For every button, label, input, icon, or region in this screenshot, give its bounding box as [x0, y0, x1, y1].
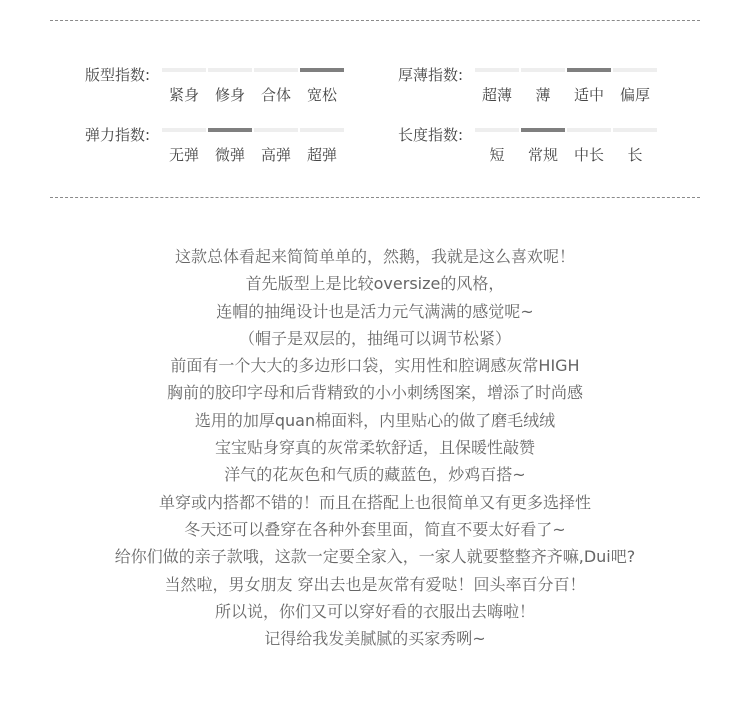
elasticity-option [254, 128, 298, 165]
description-line: （帽子是双层的，抽绳可以调节松紧） [238, 328, 511, 348]
description-line: 记得给我发美腻腻的买家秀咧~ [264, 629, 486, 649]
fit-index-scale [162, 68, 346, 105]
description-line: 给你们做的亲子款哦，这款一定要全家入，一家人就要整整齐齐嘛,Dui吧? [114, 547, 636, 567]
fit-option-label: 紧身 [168, 86, 199, 104]
scale-bar [254, 128, 298, 132]
thickness-option [475, 68, 519, 105]
elasticity-option [162, 128, 206, 165]
description-line: 所以说，你们又可以穿好看的衣服出去嗨啦！ [214, 601, 535, 621]
thickness-option [613, 68, 657, 105]
description-line: 前面有一个大大的多边形口袋，实用性和腔调感灰常HIGH [170, 356, 580, 376]
fit-option [208, 68, 252, 105]
thickness-option-label: 薄 [535, 86, 551, 104]
thickness-option-label: 适中 [573, 86, 604, 104]
scale-bar [567, 68, 611, 72]
scale-bar [567, 128, 611, 132]
length-option-label: 常规 [527, 146, 558, 164]
elasticity-option-label: 无弹 [168, 146, 199, 164]
description-line: 胸前的胶印字母和后背精致的小小刺绣图案，增添了时尚感 [166, 383, 583, 403]
fit-option-label: 合体 [260, 86, 291, 104]
elasticity-option [208, 128, 252, 165]
thickness-index-scale [475, 68, 659, 105]
description-line: 洋气的花灰色和气质的藏蓝色，炒鸡百搭~ [224, 465, 526, 485]
fit-option [162, 68, 206, 105]
thickness-option [567, 68, 611, 105]
scale-bar [613, 68, 657, 72]
length-option-label: 中长 [573, 146, 604, 164]
description-line: 这款总体看起来简简单单的，然鹅，我就是这么喜欢呢！ [174, 247, 575, 266]
scale-bar [521, 68, 565, 72]
scale-bar [300, 128, 344, 132]
elasticity-option [300, 128, 344, 165]
length-option-label: 长 [627, 146, 643, 164]
fit-option-label: 宽松 [306, 86, 337, 104]
description-line: 首先版型上是比较oversize的风格， [245, 274, 505, 294]
fit-option [254, 68, 298, 105]
scale-bar [521, 128, 565, 132]
length-index-scale [475, 128, 659, 165]
scale-bar [162, 128, 206, 132]
elasticity-option-label: 高弹 [260, 146, 291, 164]
description-line: 宝宝贴身穿真的灰常柔软舒适，且保暖性敲赞 [214, 438, 535, 458]
scale-bar [162, 68, 206, 72]
fit-option-label: 修身 [214, 86, 245, 104]
thickness-index-label: 厚薄指数: [398, 66, 464, 84]
scale-bar [208, 68, 252, 72]
fit-option [300, 68, 344, 105]
scale-bar [254, 68, 298, 72]
length-index-label: 长度指数: [398, 126, 464, 144]
description-line: 单穿或内搭都不错的！而且在搭配上也很简单又有更多选择性 [158, 492, 591, 512]
elasticity-option-label: 微弹 [214, 146, 245, 164]
length-option [521, 128, 565, 165]
length-option [475, 128, 519, 165]
scale-bar [475, 128, 519, 132]
thickness-option [521, 68, 565, 105]
description-line: 当然啦，男女朋友 穿出去也是灰常有爱哒！回头率百分百！ [164, 574, 586, 594]
top-divider [50, 20, 700, 21]
thickness-option-label: 偏厚 [619, 86, 650, 104]
scale-bar [613, 128, 657, 132]
scale-bar [475, 68, 519, 72]
length-option [567, 128, 611, 165]
scale-bar [208, 128, 252, 132]
description-line: 选用的加厚quan棉面料，内里贴心的做了磨毛绒绒 [194, 410, 556, 430]
thickness-option-label: 超薄 [481, 86, 512, 104]
elasticity-index-label: 弹力指数: [85, 126, 151, 144]
fit-index-label: 版型指数: [85, 66, 151, 84]
elasticity-option-label: 超弹 [306, 146, 337, 164]
scale-bar [300, 68, 344, 72]
bottom-divider [50, 197, 700, 198]
length-option-label: 短 [489, 146, 505, 164]
length-option [613, 128, 657, 165]
description-line: 冬天还可以叠穿在各种外套里面，简直不要太好看了~ [184, 519, 566, 539]
elasticity-index-scale [162, 128, 346, 165]
description-line: 连帽的抽绳设计也是活力元气满满的感觉呢~ [216, 301, 534, 321]
product-description [0, 243, 750, 652]
